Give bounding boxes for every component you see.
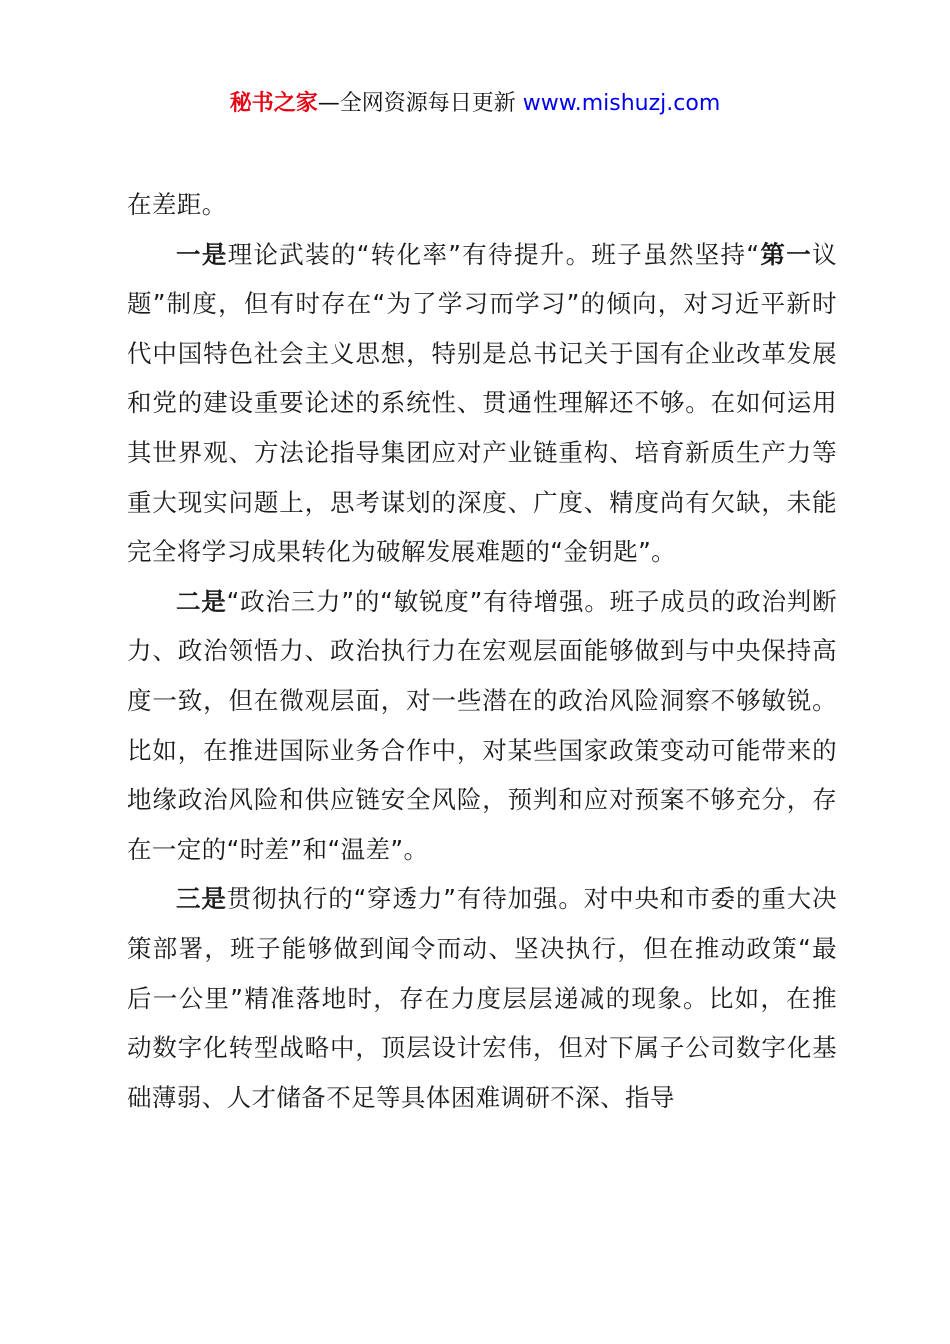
document-body <box>127 180 837 1122</box>
paragraph-point-one <box>127 230 837 577</box>
header-brand: 秘书之家 <box>229 91 318 116</box>
paragraph-text: 议题”制度，但有时存在“为了学习而学习”的倾向，对习近平新时代中国特色社会主义思想，特别是总书记关于国有企业改革发展和党的建设重要论述的系统性、贯通性理解还不够。在如何运用其世界观、方法论指导集团应对产业链重构、培育新质生产力等重大现实问题上，思考谋划的深度、广度、精度尚有欠缺，未能完全将学习成果转化为破解发展难题的“金钥匙”。 <box>127 239 837 567</box>
paragraph-text: 在差距。 <box>127 190 227 219</box>
paragraph-lead: 二是 <box>176 586 227 616</box>
paragraph-text: 贯彻执行的“穿透力”有待加强。对中央和市委的重大决策部署，班子能够做到闻令而动、坚决执行，但在推动政策“最后一公里”精准落地时，存在力度层层递减的现象。比如，在推动数字化转型战略中，顶层设计宏伟，但对下属子公司数字化基础薄弱、人才储备不足等具体困难调研不深、指导 <box>127 884 837 1112</box>
header-tagline: —全网资源每日更新 <box>317 91 516 116</box>
paragraph-text: 理论武装的“转化率”有待提升。班子虽然坚持“ <box>227 239 760 269</box>
header-url-link[interactable]: www.mishuzj.com <box>522 91 721 116</box>
paragraph-point-two <box>127 577 837 875</box>
page-header <box>0 86 950 122</box>
paragraph-point-three <box>127 874 837 1122</box>
paragraph-continuation <box>127 180 837 230</box>
paragraph-text: “政治三力”的“敏锐度”有待增强。班子成员的政治判断力、政治领悟力、政治执行力在宏观层面能够做到与中央保持高度一致，但在微观层面，对一些潜在的政治风险洞察不够敏锐。比如，在推进国际业务合作中，对某些国家政策变动可能带来的地缘政治风险和供应链安全风险，预判和应对预案不够充分，存在一定的“时差”和“温差”。 <box>127 586 837 864</box>
paragraph-lead: 一是 <box>176 239 228 269</box>
paragraph-bold-term: 第一 <box>759 239 813 269</box>
paragraph-lead: 三是 <box>176 884 227 914</box>
